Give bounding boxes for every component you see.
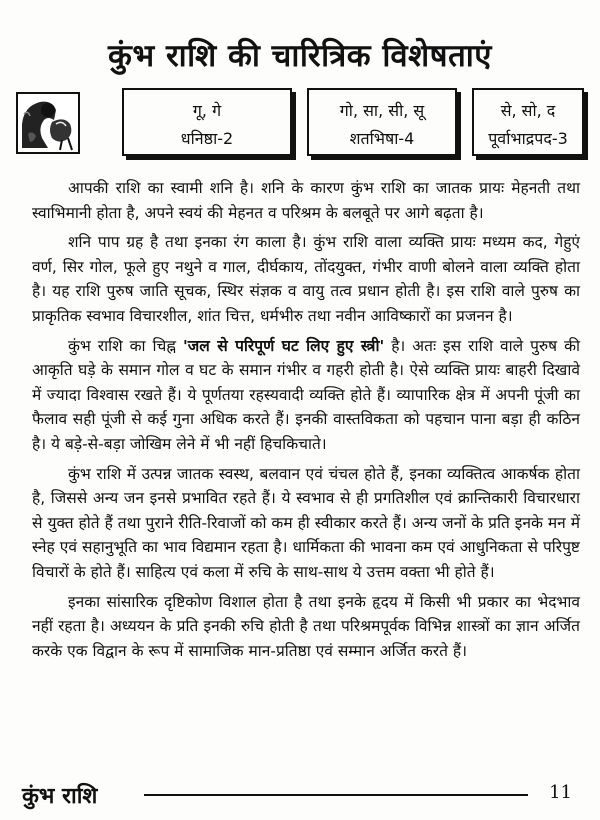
nakshatra-syllables: गू, गे: [192, 101, 222, 120]
footer-divider: [144, 794, 528, 796]
paragraph: इनका सांसारिक दृष्टिकोण विशाल होता है तथा इनके हृदय में किसी भी प्रकार का भेदभाव नहीं रहता है। अध्ययन के प्रति इनकी रुचि होती है तथा परिश्रमपूर्वक विभिन्न शास्त्रों का ज्ञान अर्जित करके एक विद्वान के रूप में सामाजिक मान-प्रतिष्ठा एवं सम्मान अर्जित करते हैं।: [32, 592, 580, 660]
footer-label: कुंभ राशि: [22, 784, 98, 809]
zodiac-figure-icon: [16, 92, 80, 154]
page-number: 11: [549, 782, 572, 803]
nakshatra-header: [12, 88, 588, 156]
sign-symbol-quote: 'जल से परिपूर्ण घट लिए हुए स्त्री': [183, 336, 385, 355]
nakshatra-name: पूर्वाभाद्रपद-3: [488, 129, 568, 148]
paragraph: शनि पाप ग्रह है तथा इनका रंग काला है। कुंभ राशि वाला व्यक्ति प्रायः मध्यम कद, गेहुएं वर्ण, सिर गोल, फूले हुए नथुने व गाल, दीर्घकाय, तोंदयुक्त, गंभीर वाणी बोलने वाला व्यक्ति होता है। यह राशि पुरुष जाति सूचक, स्थिर संज्ञक व वायु तत्व प्रधान होती है। इस राशि वाले पुरुष का प्राकृतिक स्वभाव विचारशील, शांत चित्त, धर्मभीरु तथा नवीन आविष्कारों का प्रजनन है।: [32, 233, 580, 325]
nakshatra-name: धनिष्ठा-2: [180, 129, 234, 148]
paragraph-text: है। अतः इस राशि वाले पुरुष की आकृति घड़े के समान गोल व घट के समान गंभीर व गहरी होती है। ऐसे व्यक्ति प्रायः बाहरी दिखावे में ज्यादा विश्वास रखते हैं। ये पूर्णतया रहस्यवादी व्यक्ति होते हैं। व्यापारिक क्षेत्र में अपनी पूंजी का फैलाव सही पूंजी से कई गुना अधिक करते हैं। इनकी वास्तविकता को पहचान पाना बड़ा ही कठिन है। ये बड़े-से-बड़ा जोखिम लेने में भी नहीं हिचकिचाते।: [32, 336, 580, 453]
nakshatra-syllables: से, सो, द: [500, 101, 556, 120]
paragraph: कुंभ राशि में उत्पन्न जातक स्वस्थ, बलवान एवं चंचल होते हैं, इनका व्यक्तित्व आकर्षक होता है, जिससे अन्य जन इनसे प्रभावित रहते हैं। ये स्वभाव से ही प्रगतिशील एवं क्रान्तिकारी विचारधारा से युक्त होते हैं तथा पुराने रीति-रिवाजों को कम ही स्वीकार करते हैं। अन्य जनों के प्रति इनके मन में स्नेह एवं सहानुभूति का भाव विद्यमान रहता है। धार्मिकता की भावना कम एवं आधुनिकता से परिपुष्ट विचारों के होते हैं। साहित्य एवं कला में रुचि के साथ-साथ ये उत्तम वक्ता भी होते हैं।: [32, 464, 580, 581]
nakshatra-syllables: गो, सा, सी, सू: [339, 101, 425, 120]
paragraph-text: कुंभ राशि का चिह्न: [68, 336, 183, 355]
paragraph: [32, 334, 580, 457]
nakshatra-name: शतभिषा-4: [349, 129, 415, 148]
nakshatra-box: [472, 88, 584, 156]
body-text: [32, 176, 580, 668]
nakshatra-box: [122, 88, 292, 156]
nakshatra-box: [307, 88, 457, 156]
page-title: कुंभ राशि की चारित्रिक विशेषताएं: [108, 38, 492, 74]
paragraph: आपकी राशि का स्वामी शनि है। शनि के कारण कुंभ राशि का जातक प्रायः मेहनती तथा स्वाभिमानी होता है, अपने स्वयं की मेहनत व परिश्रम के बलबूते पर आगे बढ़ता है।: [32, 179, 580, 222]
page-footer: [22, 780, 578, 810]
